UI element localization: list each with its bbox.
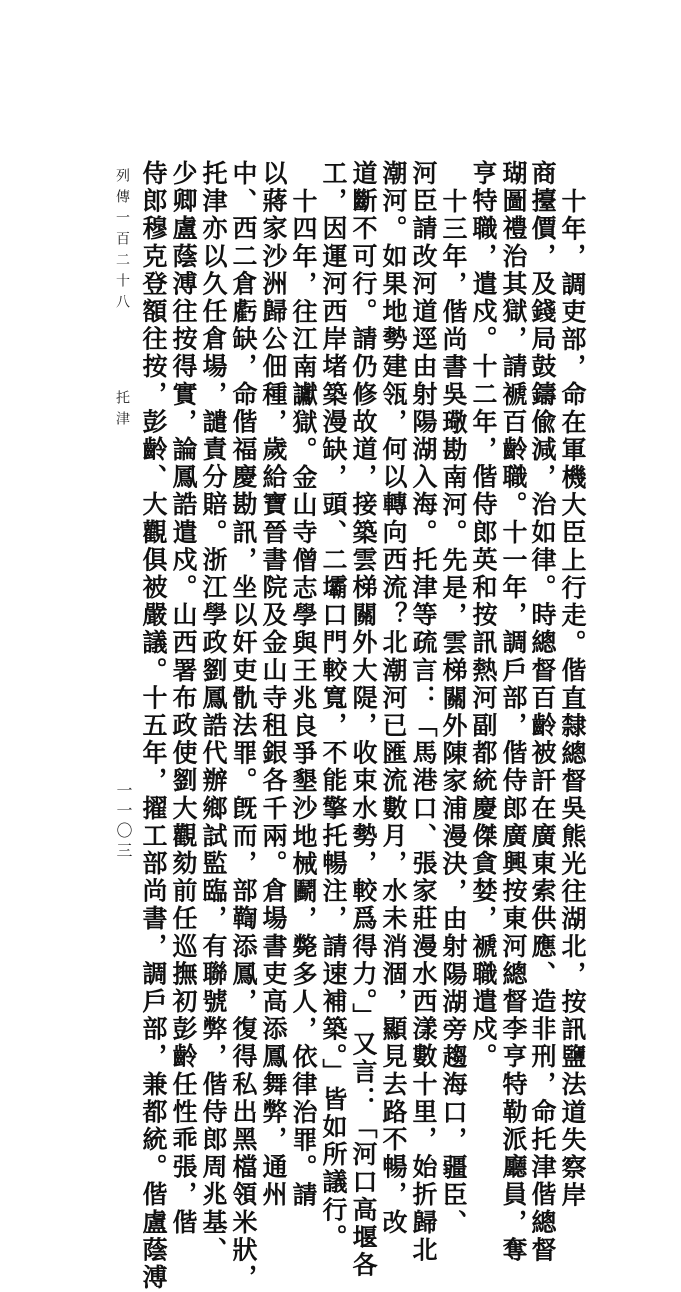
text-column: 道斷不可行。請仍修故道，接築雲梯關外大隄，收束水勢，較爲得力。」又言：「河口高堰各 — [349, 160, 378, 1280]
text-column: 河臣請改河道逕由射陽湖入海。托津等疏言：「馬港口、張家莊漫水西漾數十里，始折歸北 — [409, 160, 438, 1264]
text-column: 托津亦以久任倉場，譴責分賠。浙江學政劉鳳誥代辦鄉試監臨，有聯號弊，偕侍郎周兆基、 — [199, 160, 228, 1264]
text-column: 亨特職，遣戍。十二年，偕侍郎英和按訊熱河副都統慶傑貪婪，褫職遣戍。 — [469, 160, 498, 1071]
text-column: 工，因運河西岸堵築漫缺，頭、二壩口門較寬，不能擎托暢注，請速補築。」皆如所議行。 — [319, 160, 348, 1252]
text-column: 商擡價，及錢局鼓鑄偸減，治如律。時總督百齡被訐在廣東索供應、造非刑，命托津偕總督 — [528, 160, 557, 1264]
running-title-chapter: 列傳一百二十八 — [114, 168, 130, 315]
text-column: 以蔣家沙洲歸公佃種，歲給寶晉書院及金山寺租銀各千兩。倉場書吏高添鳳舞弊，通州 — [259, 160, 288, 1209]
text-column: 中、西二倉虧缺，命偕福慶勘訊，坐以奸吏骩法罪。旣而，部鞫添鳳，復得私出黑檔領米狀， — [229, 160, 258, 1292]
text-column: 少卿盧蔭溥往按得實，論鳳誥遣戍。山西署布政使劉大觀劾前任巡撫初彭齡任性乖張，偕 — [169, 160, 198, 1237]
text-column: 十年，調吏部，命在軍機大臣上行走。偕直隸總督吳熊光往湖北，按訊鹽法道失察岸 — [558, 188, 587, 1210]
text-column: 瑚圖禮治其獄，請褫百齡職。十一年，調戶部，偕侍郎廣興按東河總督李亨特勒派廳員，奪 — [499, 160, 528, 1264]
page-number: 一一〇三 — [114, 782, 133, 862]
text-column: 十三年，偕尚書吳璥勘南河。先是，雲梯關外陳家浦漫決，由射陽湖旁趨海口，疆臣、 — [439, 188, 468, 1237]
running-title-name: 托津 — [114, 390, 130, 432]
text-column: 十四年，往江南讞獄。金山寺僧志學與王兆良爭墾沙地械鬬，斃多人，依律治罪。請 — [289, 188, 318, 1210]
text-column: 潮河。如果地勢建瓴，何以轉向西流？北潮河已匯流數月，水未消涸，顯見去路不暢，改 — [379, 160, 408, 1237]
text-column: 侍郎穆克登額往按，彭齡、大觀俱被嚴議。十五年，擢工部尚書，調戶部，兼都統。偕盧蔭溥 — [139, 160, 168, 1292]
